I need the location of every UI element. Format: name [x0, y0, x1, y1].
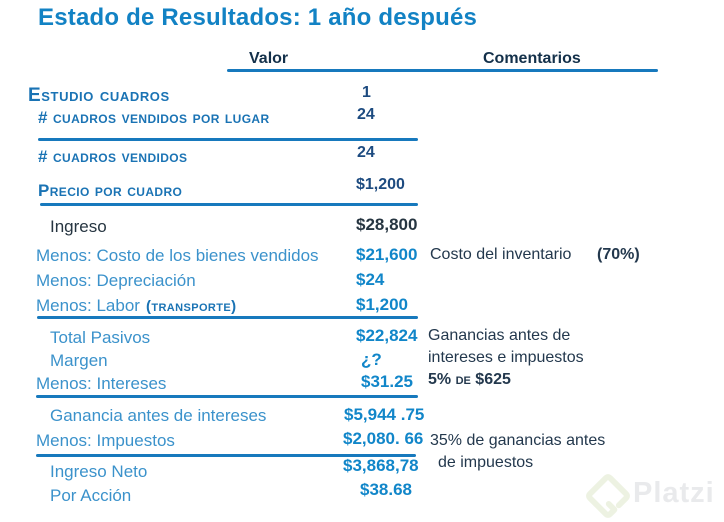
- row-value-labor: $1,200: [356, 295, 408, 314]
- row-label-depreciacion: Menos: Depreciación: [36, 271, 196, 290]
- platzi-watermark: [585, 473, 715, 519]
- row-value-cuadros-vendidos: 24: [357, 144, 375, 161]
- row-label-cuadros-vendidos: # cuadros vendidos: [38, 147, 188, 166]
- comment-costo-inventario: Costo del inventario: [430, 246, 572, 263]
- row-value-costo-bienes-vendidos: $21,600: [356, 245, 418, 264]
- row-value-intereses: $31.25: [361, 372, 413, 391]
- row-label-costo-bienes-vendidos: Menos: Costo de los bienes vendidos: [36, 246, 319, 265]
- row-label-por-accion: Por Acción: [50, 486, 132, 505]
- row-label-ingreso: Ingreso: [50, 217, 107, 236]
- row-value-ingreso: $28,800: [356, 215, 418, 234]
- comment-impuestos-line2: de impuestos: [438, 454, 534, 471]
- row-value-estudio-cuadros: 1: [362, 84, 371, 101]
- row-value-ingreso-neto: $3,868,78: [343, 456, 419, 475]
- page-title: Estado de Resultados: 1 año después: [38, 4, 478, 31]
- divider-line-2: [40, 203, 418, 206]
- comment-ebit-line1: Ganancias antes de: [428, 327, 571, 344]
- row-label-margen: Margen: [50, 351, 108, 370]
- row-label-ganancia-antes-intereses: Ganancia antes de intereses: [50, 406, 267, 425]
- row-label-total-pasivos: Total Pasivos: [50, 328, 151, 347]
- row-value-depreciacion: $24: [356, 270, 385, 289]
- comment-ebit-line2: intereses e impuestos: [428, 349, 584, 366]
- row-value-ganancia-antes-intereses: $5,944 .75: [344, 405, 425, 424]
- row-value-cuadros-vendidos-por-lugar: 24: [357, 106, 375, 123]
- row-value-precio-por-cuadro: $1,200: [356, 176, 405, 193]
- comment-impuestos-line1: 35% de ganancias antes: [430, 432, 606, 449]
- row-value-margen: ¿?: [361, 350, 382, 369]
- row-value-por-accion: $38.68: [360, 480, 412, 499]
- divider-line-3: [37, 316, 418, 319]
- labor-label-text: Menos: Labor: [36, 296, 140, 315]
- row-label-precio-por-cuadro: Precio por cuadro: [38, 181, 183, 200]
- column-header-comentarios: Comentarios: [483, 50, 581, 67]
- divider-line-1: [38, 138, 418, 141]
- row-label-labor: [36, 296, 237, 316]
- row-value-total-pasivos: $22,824: [356, 326, 418, 345]
- row-value-impuestos: $2,080. 66: [343, 429, 424, 448]
- platzi-watermark-text: Platzi: [633, 477, 715, 509]
- platzi-logo-icon: [585, 473, 631, 519]
- labor-transporte-note: (transporte): [145, 298, 237, 315]
- divider-line-4: [36, 395, 418, 398]
- row-label-estudio-cuadros: Estudio cuadros: [28, 85, 170, 106]
- row-label-impuestos: Menos: Impuestos: [36, 431, 175, 450]
- column-header-valor: Valor: [249, 50, 289, 67]
- row-label-ingreso-neto: Ingreso Neto: [50, 462, 148, 481]
- row-label-cuadros-vendidos-por-lugar: # cuadros vendidos por lugar: [38, 108, 270, 127]
- comment-costo-inventario-pct: (70%): [597, 246, 640, 263]
- header-underline: [227, 69, 658, 72]
- comment-interes-detalle: 5% de $625: [428, 371, 511, 388]
- row-label-intereses: Menos: Intereses: [36, 374, 167, 393]
